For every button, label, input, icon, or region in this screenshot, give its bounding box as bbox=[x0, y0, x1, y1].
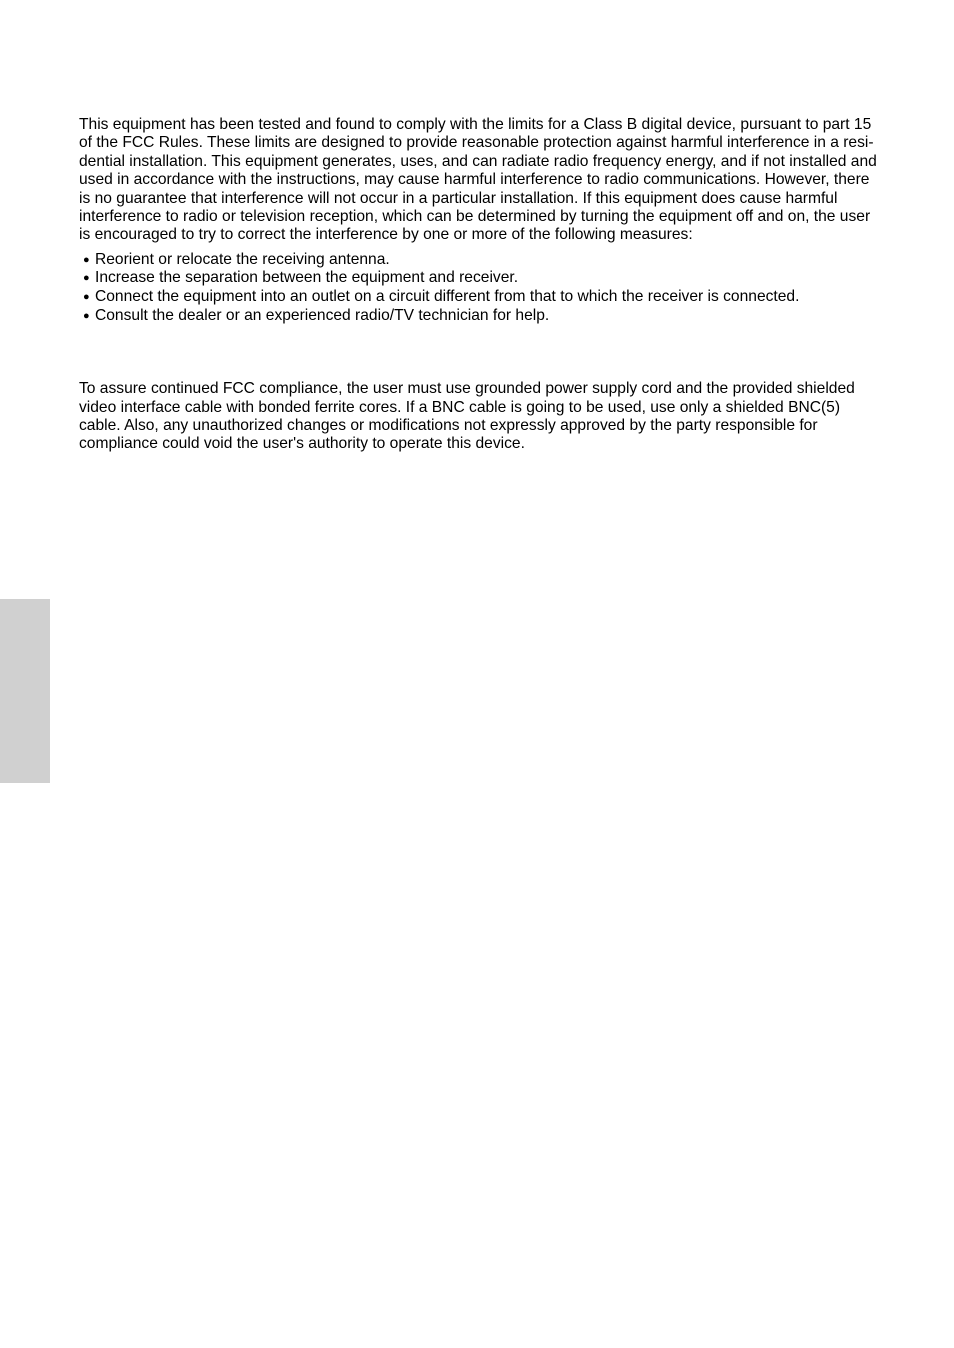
bullet-icon: ● bbox=[83, 253, 90, 266]
measure-text: Reorient or relocate the receiving antenna. bbox=[95, 250, 390, 268]
measures-list bbox=[79, 251, 879, 325]
list-item bbox=[83, 307, 879, 326]
side-tab-marker bbox=[0, 599, 50, 783]
bullet-icon: ● bbox=[83, 309, 90, 322]
list-item bbox=[83, 251, 879, 270]
measure-text: Consult the dealer or an experienced radio/TV technician for help. bbox=[95, 306, 550, 324]
bullet-icon: ● bbox=[83, 272, 90, 285]
list-item bbox=[83, 288, 879, 307]
measure-text: Increase the separation between the equipment and receiver. bbox=[95, 269, 519, 287]
fcc-notice bbox=[79, 116, 879, 454]
compliance-paragraph: This equipment has been tested and found to comply with the limits for a Class B digital device, pursuant to part 15 of the FCC Rules. These limits are designed to provide reasonable protection against harmful interference in a resi-dential installation. This equipment generates, uses, and can radiate radio frequency energy, and if not installed and used in accordance with the instructions, may cause harmful interference to radio communications. However, there is no guarantee that interference will not occur in a particular installation. If this equipment does cause harmful interference to radio or television reception, which can be determined by turning the equipment off and on, the user is encouraged to try to correct the interference by one or more of the following measures: bbox=[79, 116, 877, 244]
bullet-icon: ● bbox=[83, 291, 90, 304]
measure-text: Connect the equipment into an outlet on a circuit different from that to which the receiver is connected. bbox=[95, 288, 800, 306]
list-item bbox=[83, 269, 879, 288]
cable-requirements-paragraph: To assure continued FCC compliance, the user must use grounded power supply cord and the provided shielded video interface cable with bonded ferrite cores. If a BNC cable is going to be used, use only a shielded BNC(5) cable. Also, any unauthorized changes or modifications not expressly approved by the party responsible for compliance could void the user's authority to operate this device. bbox=[79, 380, 855, 453]
